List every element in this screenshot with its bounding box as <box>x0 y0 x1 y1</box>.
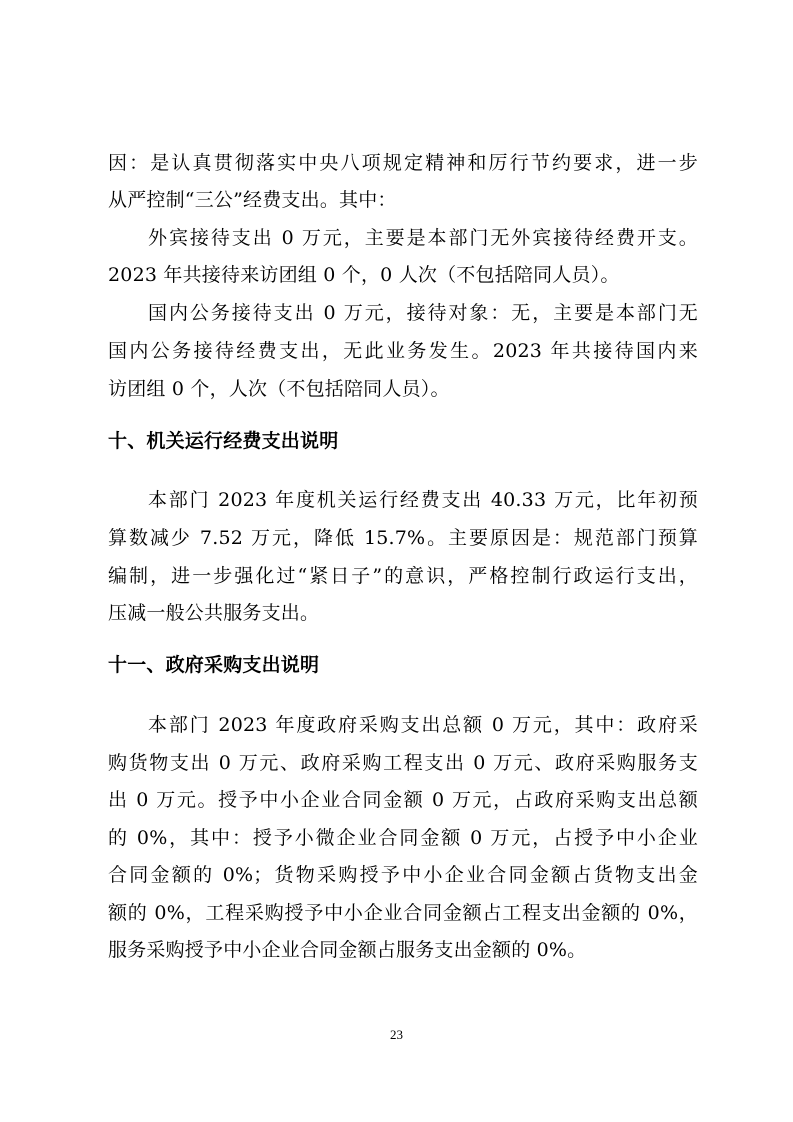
section-heading: 十、机关运行经费支出说明 <box>108 430 339 452</box>
paragraph-line: 因：是认真贯彻落实中央八项规定精神和厉行节约要求，进一步 <box>108 152 698 174</box>
paragraph-line: 访团组 0 个，人次（不包括陪同人员）。 <box>108 378 450 400</box>
paragraph-line: 服务采购授予中小企业合同金额占服务支出金额的 0%。 <box>108 939 587 961</box>
paragraph-line: 本部门 2023 年度机关运行经费支出 40.33 万元，比年初预 <box>148 489 698 511</box>
paragraph-line: 从严控制“三公”经费支出。其中： <box>108 189 397 211</box>
paragraph-line: 国内公务接待经费支出，无此业务发生。2023 年共接待国内来 <box>108 340 698 362</box>
paragraph-line: 编制，进一步强化过“紧日子”的意识，严格控制行政运行支出， <box>108 565 698 587</box>
paragraph-line: 合同金额的 0%；货物采购授予中小企业合同金额占货物支出金 <box>108 864 698 886</box>
paragraph-line: 2023 年共接待来访团组 0 个，0 人次（不包括陪同人员）。 <box>108 264 620 286</box>
paragraph-line: 本部门 2023 年度政府采购支出总额 0 万元，其中：政府采 <box>148 714 698 736</box>
paragraph-line: 额的 0%，工程采购授予中小企业合同金额占工程支出金额的 0%， <box>108 902 698 924</box>
paragraph-line: 购货物支出 0 万元、政府采购工程支出 0 万元、政府采购服务支 <box>108 752 698 774</box>
page-number: 23 <box>390 1027 403 1042</box>
paragraph-line: 压减一般公共服务支出。 <box>108 602 320 624</box>
section-heading: 十一、政府采购支出说明 <box>108 654 320 676</box>
paragraph-line: 的 0%，其中：授予小微企业合同金额 0 万元，占授予中小企业 <box>108 827 698 849</box>
paragraph-line: 国内公务接待支出 0 万元，接待对象：无，主要是本部门无 <box>148 302 698 324</box>
paragraph-line: 出 0 万元。授予中小企业合同金额 0 万元，占政府采购支出总额 <box>108 789 698 811</box>
paragraph-line: 算数减少 7.52 万元，降低 15.7%。主要原因是：规范部门预算 <box>108 527 698 549</box>
paragraph-line: 外宾接待支出 0 万元，主要是本部门无外宾接待经费开支。 <box>148 227 698 249</box>
